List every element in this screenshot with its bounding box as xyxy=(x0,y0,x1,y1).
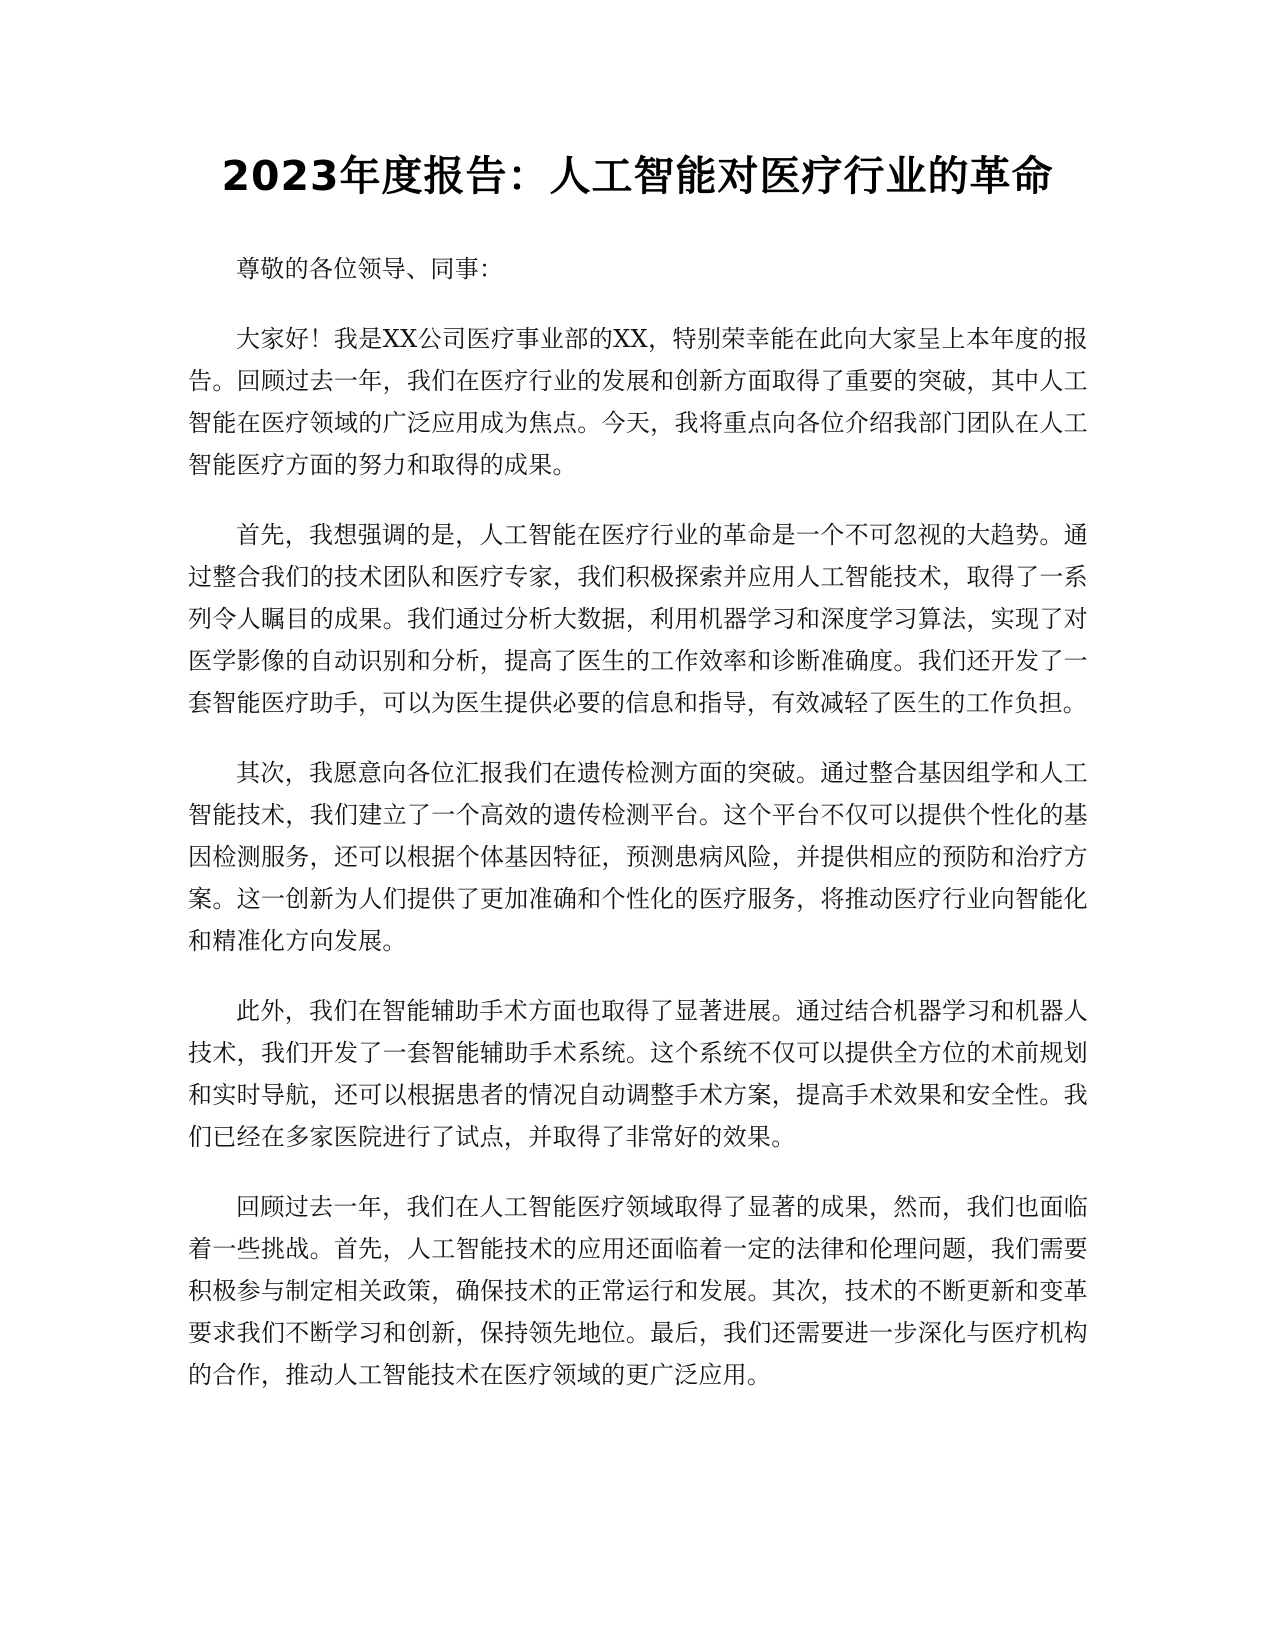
document-title: 2023年度报告：人工智能对医疗行业的革命 xyxy=(221,152,1054,200)
salutation: 尊敬的各位领导、同事： xyxy=(236,255,504,283)
document-body xyxy=(188,248,1088,1424)
paragraph-surgery-assist: 此外，我们在智能辅助手术方面也取得了显著进展。通过结合机器学习和机器人技术，我们开发了一套智能辅助手术系统。这个系统不仅可以提供全方位的术前规划和实时导航，还可以根据患者的情况自动调整手术方案，提高手术效果和安全性。我们已经在多家医院进行了试点，并取得了非常好的效果。 xyxy=(188,997,1088,1151)
paragraph-ai-trend: 首先，我想强调的是，人工智能在医疗行业的革命是一个不可忽视的大趋势。通过整合我们的技术团队和医疗专家，我们积极探索并应用人工智能技术，取得了一系列令人瞩目的成果。我们通过分析大数据，利用机器学习和深度学习算法，实现了对医学影像的自动识别和分析，提高了医生的工作效率和诊断准确度。我们还开发了一套智能医疗助手，可以为医生提供必要的信息和指导，有效减轻了医生的工作负担。 xyxy=(188,521,1088,717)
paragraph-introduction: 大家好！我是XX公司医疗事业部的XX，特别荣幸能在此向大家呈上本年度的报告。回顾过去一年，我们在医疗行业的发展和创新方面取得了重要的突破，其中人工智能在医疗领域的广泛应用成为焦点。今天，我将重点向各位介绍我部门团队在人工智能医疗方面的努力和取得的成果。 xyxy=(188,325,1088,479)
paragraph-genetic-testing: 其次，我愿意向各位汇报我们在遗传检测方面的突破。通过整合基因组学和人工智能技术，我们建立了一个高效的遗传检测平台。这个平台不仅可以提供个性化的基因检测服务，还可以根据个体基因特征，预测患病风险，并提供相应的预防和治疗方案。这一创新为人们提供了更加准确和个性化的医疗服务，将推动医疗行业向智能化和精准化方向发展。 xyxy=(188,759,1088,955)
paragraph-challenges: 回顾过去一年，我们在人工智能医疗领域取得了显著的成果，然而，我们也面临着一些挑战。首先，人工智能技术的应用还面临着一定的法律和伦理问题，我们需要积极参与制定相关政策，确保技术的正常运行和发展。其次，技术的不断更新和变革要求我们不断学习和创新，保持领先地位。最后，我们还需要进一步深化与医疗机构的合作，推动人工智能技术在医疗领域的更广泛应用。 xyxy=(188,1193,1088,1389)
